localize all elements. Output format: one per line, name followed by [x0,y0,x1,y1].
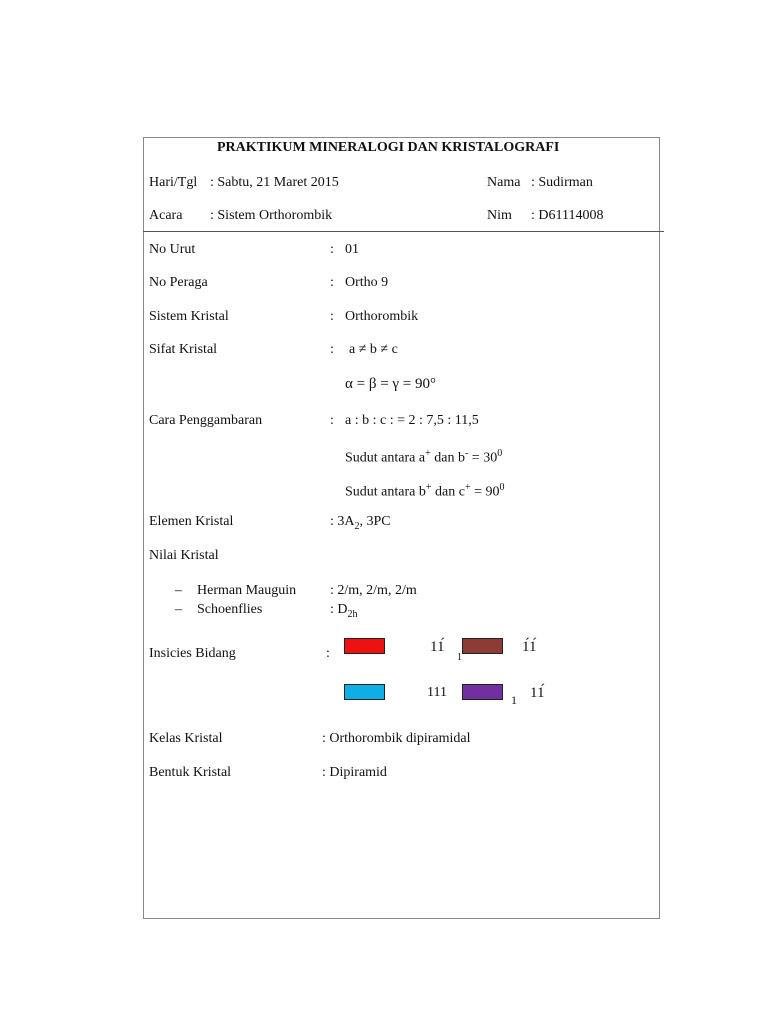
herman-dash: – [175,583,182,598]
elemen-value: : $3A_2$, 3PC [330,514,391,532]
schoen-label: Schoenflies [197,602,263,617]
nama-label: Nama [487,175,521,190]
schoen-dash: – [175,602,182,617]
cara-colon: : [330,413,334,428]
insicies-colon: : [326,646,330,661]
bentuk-value: : Dipiramid [322,765,387,780]
bentuk-label: Bentuk Kristal [149,765,232,780]
herman-value: : 2/m, 2/m, 2/m [330,583,417,598]
no-peraga-colon: : [330,275,334,290]
sifat-label: Sifat Kristal [149,342,218,357]
acara-label: Acara [149,208,183,223]
no-peraga-value: Ortho 9 [345,275,389,290]
kelas-value: : Orthorombik dipiramidal [322,731,471,746]
no-urut-label: No Urut [149,242,196,257]
sifat-colon: : [330,342,334,357]
insicies-label: Insicies Bidang [149,646,236,661]
schoen-value: : $D_{2h}$ [330,602,358,620]
elemen-label: Elemen Kristal [149,514,234,529]
kelas-label: Kelas Kristal [149,731,223,746]
color-swatch-brown [462,638,503,654]
sistem-label: Sistem Kristal [149,309,229,324]
document-title: PRAKTIKUM MINERALOGI DAN KRISTALOGRAFI [217,140,560,155]
nim-value: : D61114008 [531,208,604,223]
nilai-label: Nilai Kristal [149,548,219,563]
nama-value: : Sudirman [531,175,593,190]
insicies-4-small: 1 [511,693,517,707]
nim-label: Nim [487,208,512,223]
cara-value-3: Sudut antara b+ dan $c^+ = 90^0$ [345,482,505,500]
acara-value: : Sistem Orthorombik [210,208,333,223]
color-swatch-cyan [344,684,385,700]
sifat-value-1: a ≠ b ≠ c [349,342,398,357]
insicies-3-label: 111 [427,685,447,700]
color-swatch-red [344,638,385,654]
herman-label: Herman Mauguin [197,583,297,598]
color-swatch-purple [462,684,503,700]
no-urut-value: 01 [345,242,359,257]
header-divider [143,231,664,232]
cara-value-2: Sudut antara a+ dan $b^- = 30^0$ [345,448,503,466]
insicies-1-label: 11́ [430,639,445,655]
sistem-value: Orthorombik [345,309,419,324]
insicies-2-label: 1́1́ [522,639,537,655]
insicies-1-small: 1 [457,652,462,663]
cara-label: Cara Penggambaran [149,413,263,428]
sifat-value-2: α = β = γ = 90° [345,376,436,392]
insicies-4-label: 11́ [530,685,545,701]
no-peraga-label: No Peraga [149,275,208,290]
no-urut-colon: : [330,242,334,257]
cara-value-1: a : b : c : = 2 : 7,5 : 11,5 [345,413,479,428]
haritgl-value: : Sabtu, 21 Maret 2015 [210,175,339,190]
haritgl-label: Hari/Tgl [149,175,198,190]
sistem-colon: : [330,309,334,324]
